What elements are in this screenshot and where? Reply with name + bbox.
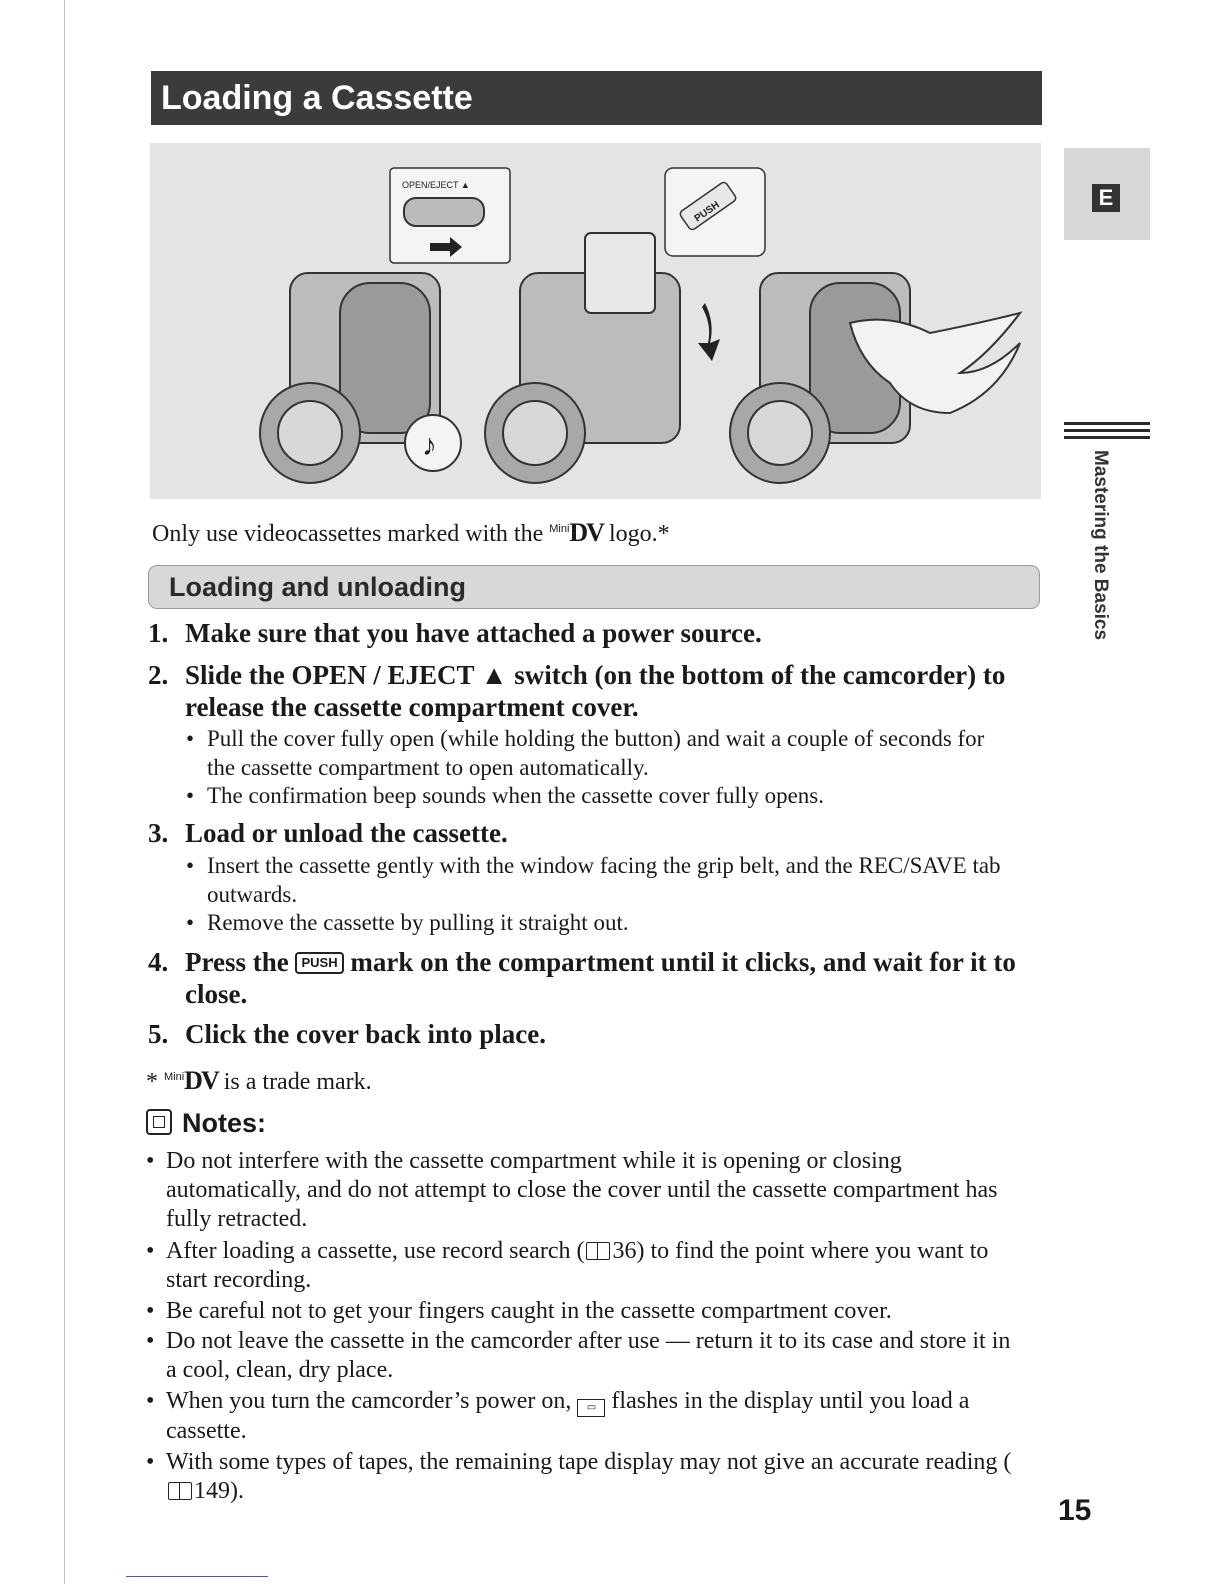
minidv-logo-small: $^{Mini}$DV bbox=[164, 1066, 218, 1095]
step-3-bullet-1: • Insert the cassette gently with the window facing the grip belt, and the REC/SAVE tab outwards. bbox=[186, 853, 1001, 907]
subsection-heading: Loading and unloading bbox=[148, 565, 1040, 609]
page-margin-rule bbox=[64, 0, 65, 1584]
note-1: • Do not interfere with the cassette compartment while it is opening or closing automatically, and do not attempt to close the cover until the cassette compartment has fully retracted. bbox=[146, 1148, 998, 1232]
notes-heading: Notes: bbox=[146, 1108, 266, 1139]
open-eject-switch-callout bbox=[390, 168, 510, 263]
note-2: • After loading a cassette, use record search ( 36) to find the point where you want to start recording. bbox=[146, 1238, 989, 1293]
trademark-note: * $^{Mini}$DV is a trade mark. bbox=[146, 1066, 372, 1095]
note-6: • With some types of tapes, the remaining tape display may not give an accurate reading (149). bbox=[146, 1449, 1012, 1504]
section-title: Mastering the Basics bbox=[1090, 450, 1111, 641]
note-4: • Do not leave the cassette in the camcorder after use — return it to its case and store it in a cool, clean, dry place. bbox=[146, 1328, 1011, 1383]
step-5: 5. Click the cover back into place. bbox=[148, 1019, 546, 1049]
figure-caption bbox=[152, 518, 670, 548]
caption-text-before: Only use videocassettes marked with the bbox=[152, 521, 550, 547]
section-label bbox=[1064, 450, 1124, 641]
push-mark-callout bbox=[665, 168, 765, 256]
page-reference-icon bbox=[586, 1242, 610, 1260]
page-title: Loading a Cassette bbox=[151, 71, 1042, 125]
switch-label: OPEN/EJECT ▲ bbox=[402, 180, 470, 190]
section-marker-lines bbox=[1064, 422, 1150, 443]
step-3: 3. Load or unload the cassette. bbox=[148, 818, 508, 848]
cassette-warning-icon: ▭ bbox=[577, 1399, 605, 1417]
notes-icon bbox=[146, 1109, 172, 1135]
section-letter: E bbox=[1092, 184, 1120, 212]
svg-text:♪: ♪ bbox=[422, 429, 437, 462]
step-2-bullet-1: • Pull the cover fully open (while holding the button) and wait a couple of seconds for the cassette compartment to open automatically. bbox=[186, 726, 985, 780]
minidv-logo: $^{Mini}$DV bbox=[549, 518, 603, 547]
step-1: 1. Make sure that you have attached a power source. bbox=[148, 618, 762, 648]
step-3-bullet-2: • Remove the cassette by pulling it straight out. bbox=[186, 910, 629, 935]
step-4: 4. Press the PUSH mark on the compartment until it clicks, and wait for it to close. bbox=[148, 947, 1016, 1009]
step-2: 2. Slide the OPEN / EJECT ▲ switch (on the bottom of the camcorder) to release the cassette compartment cover. bbox=[148, 660, 1006, 722]
bottom-link-underline bbox=[126, 1576, 268, 1577]
page-reference-icon bbox=[168, 1482, 192, 1500]
step-2-bullet-2: • The confirmation beep sounds when the cassette cover fully opens. bbox=[186, 783, 824, 808]
beep-icon bbox=[405, 415, 461, 471]
caption-text-after: logo.* bbox=[602, 521, 670, 547]
push-mark-icon: PUSH bbox=[295, 952, 343, 974]
note-5: • When you turn the camcorder’s power on, ▭ flashes in the display until you load a cassette. bbox=[146, 1388, 970, 1444]
svg-text:PUSH: PUSH bbox=[692, 199, 722, 225]
camcorder-illustration bbox=[150, 143, 1041, 499]
section-tab bbox=[1064, 148, 1150, 240]
note-3: • Be careful not to get your fingers caught in the cassette compartment cover. bbox=[146, 1298, 892, 1324]
page-number: 15 bbox=[1058, 1494, 1092, 1527]
